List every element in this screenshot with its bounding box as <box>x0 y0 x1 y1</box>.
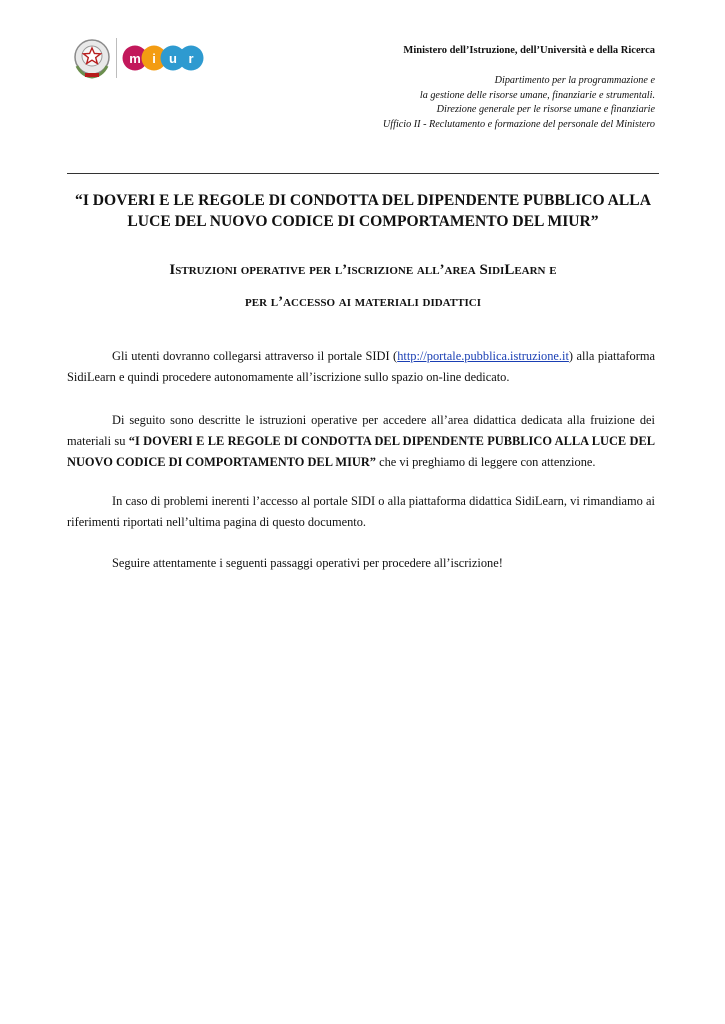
paragraph-text: ) alla piattaforma SidiLearn e quindi procedere autonomamente all’iscrizione sullo spazio on-line dedicato. <box>67 349 655 384</box>
subtitle-line: Istruzioni operative per l’iscrizione all’area SidiLearn e <box>169 262 557 278</box>
department-line: Ufficio II - Reclutamento e formazione del personale del Ministero <box>382 118 655 130</box>
title-line: “I DOVERI E LE REGOLE DI CONDOTTA DEL DIPENDENTE PUBBLICO ALLA <box>75 192 651 209</box>
document-title <box>67 190 659 232</box>
paragraph-support: In caso di problemi inerenti l’accesso al portale SIDI o alla piattaforma didattica SidiLearn, vi rimandiamo ai riferimenti riportati nell’ultima pagina di questo documento. <box>67 494 655 529</box>
title-line: LUCE DEL NUOVO CODICE DI COMPORTAMENTO DEL MIUR” <box>127 213 599 230</box>
department-line: Dipartimento per la programmazione e <box>494 75 655 86</box>
subtitle-line: per l’accesso ai materiali didattici <box>245 294 481 310</box>
department-line: la gestione delle risorse umane, finanziarie e strumentali. <box>419 89 655 101</box>
miur-logo <box>122 45 204 71</box>
miur-letter: m <box>129 51 141 66</box>
course-title-bold: “I DOVERI E LE REGOLE DI CONDOTTA DEL DIPENDENTE PUBBLICO ALLA LUCE DEL NUOVO CODICE DI COMPORTAMENTO DEL MIUR” <box>67 434 655 469</box>
ministry-name: Ministero dell’Istruzione, dell’Università e della Ricerca <box>403 45 655 56</box>
paragraph-instructions <box>67 410 655 473</box>
paragraph-follow-steps: Seguire attentamente i seguenti passaggi operativi per procedere all’iscrizione! <box>112 556 503 570</box>
header-divider <box>67 173 659 174</box>
logo-divider <box>116 38 117 78</box>
miur-letter: i <box>152 51 156 66</box>
paragraph-text: che vi preghiamo di leggere con attenzione. <box>375 455 596 469</box>
italian-republic-emblem-icon <box>72 36 112 80</box>
department-line: Direzione generale per le risorse umane e finanziarie <box>436 104 655 115</box>
miur-letter: u <box>169 51 177 66</box>
miur-letter: r <box>188 51 194 66</box>
department-block <box>383 74 655 132</box>
logo-area <box>72 36 207 80</box>
paragraph-text: Gli utenti dovranno collegarsi attraverso il portale SIDI ( <box>112 349 398 363</box>
paragraph-text: Di seguito sono descritte le istruzioni operative per accedere all’area didattica dedicata alla fruizione dei materiali su <box>67 413 655 448</box>
portal-link[interactable]: http://portale.pubblica.istruzione.it <box>397 349 569 363</box>
paragraph-portal <box>67 346 655 388</box>
